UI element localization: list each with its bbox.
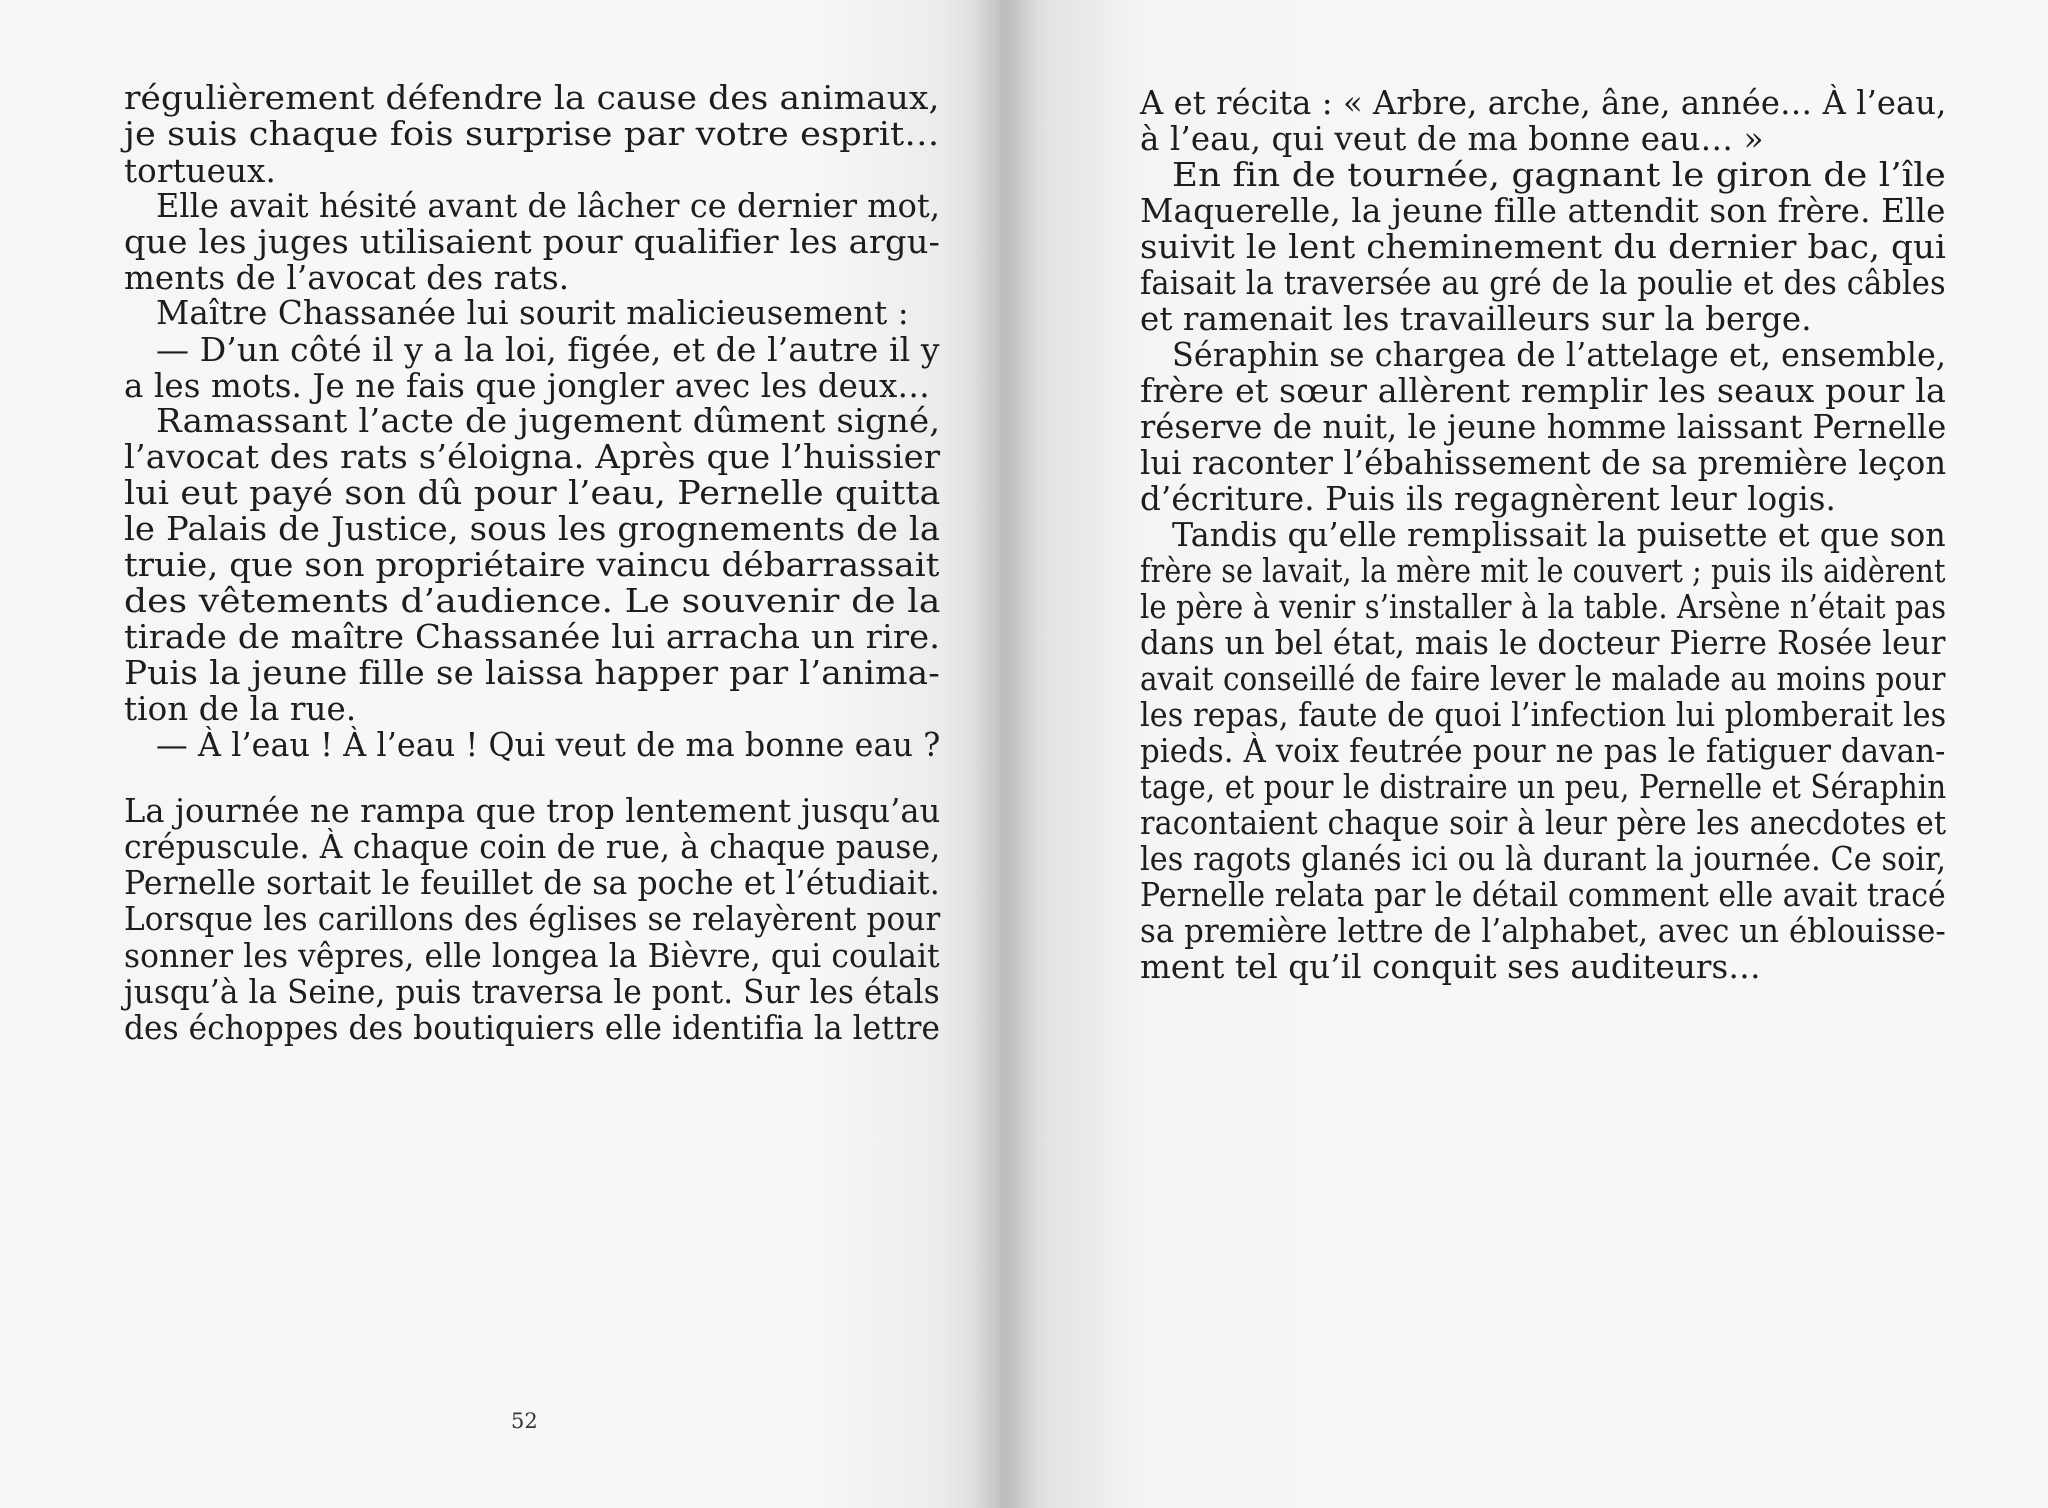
text-line: ment tel qu’il conquit ses auditeurs… bbox=[1140, 948, 1761, 986]
page-number: 52 bbox=[511, 1409, 538, 1433]
text-line: Pernelle relata par le détail comment elle avait tracé bbox=[1140, 876, 1946, 914]
text-line: le père à venir s’installer à la table. Arsène n’était pas bbox=[1140, 588, 1947, 626]
text-line: faisait la traversée au gré de la poulie et des câbles bbox=[1140, 264, 1946, 302]
text-line: l’avocat des rats s’éloigna. Après que l’huissier bbox=[124, 438, 941, 476]
text-line: truie, que son propriétaire vaincu débarrassait bbox=[124, 546, 940, 584]
text-line: Puis la jeune fille se laissa happer par l’anima- bbox=[124, 654, 940, 692]
text-line: — D’un côté il y a la loi, figée, et de l’autre il y bbox=[156, 331, 940, 369]
text-line: les repas, faute de quoi l’infection lui plomberait les bbox=[1140, 696, 1947, 734]
text-line: Maquerelle, la jeune fille attendit son frère. Elle bbox=[1140, 192, 1946, 230]
text-line: je suis chaque fois surprise par votre esprit… bbox=[124, 115, 940, 153]
text-line: frère se lavait, la mère mit le couvert ; puis ils aidèrent bbox=[1140, 552, 1946, 590]
text-line: Maître Chassanée lui sourit malicieusement : bbox=[156, 294, 909, 332]
text-line: réserve de nuit, le jeune homme laissant Pernelle bbox=[1140, 408, 1947, 446]
text-line: que les juges utilisaient pour qualifier les argu- bbox=[124, 223, 940, 261]
text-line: d’écriture. Puis ils regagnèrent leur logis. bbox=[1140, 480, 1836, 518]
text-line: tage, et pour le distraire un peu, Pernelle et Séraphin bbox=[1140, 768, 1947, 806]
text-line: jusqu’à la Seine, puis traversa le pont. Sur les étals bbox=[124, 973, 940, 1011]
text-line: pieds. À voix feutrée pour ne pas le fatiguer davan- bbox=[1140, 732, 1946, 770]
text-line: Elle avait hésité avant de lâcher ce dernier mot, bbox=[156, 187, 941, 225]
text-line: suivit le lent cheminement du dernier bac, qui bbox=[1140, 228, 1947, 266]
text-line: En fin de tournée, gagnant le giron de l’île bbox=[1172, 156, 1946, 194]
text-line: le Palais de Justice, sous les grognements de la bbox=[124, 510, 941, 548]
text-line: avait conseillé de faire lever le malade au moins pour bbox=[1140, 660, 1946, 698]
text-line: lui eut payé son dû pour l’eau, Pernelle quitta bbox=[124, 474, 941, 512]
text-line: Lorsque les carillons des églises se relayèrent pour bbox=[124, 900, 941, 938]
text-line: tortueux. bbox=[124, 152, 276, 190]
text-line: racontaient chaque soir à leur père les anecdotes et bbox=[1140, 804, 1947, 842]
text-line: Tandis qu’elle remplissait la puisette et que son bbox=[1172, 516, 1946, 554]
text-line: sonner les vêpres, elle longea la Bièvre, qui coulait bbox=[124, 937, 940, 975]
text-line: ments de l’avocat des rats. bbox=[124, 259, 570, 297]
text-line: les ragots glanés ici ou là durant la journée. Ce soir, bbox=[1140, 840, 1947, 878]
text-line: à l’eau, qui veut de ma bonne eau… » bbox=[1140, 120, 1764, 158]
text-line: frère et sœur allèrent remplir les seaux pour la bbox=[1140, 372, 1946, 410]
text-line: tirade de maître Chassanée lui arracha un rire. bbox=[124, 618, 941, 656]
text-line: des vêtements d’audience. Le souvenir de la bbox=[124, 582, 941, 620]
text-line: et ramenait les travailleurs sur la berge. bbox=[1140, 300, 1812, 338]
text-line: lui raconter l’ébahissement de sa première leçon bbox=[1140, 444, 1947, 482]
book-gutter bbox=[970, 0, 1040, 1508]
left-page bbox=[0, 0, 1000, 1508]
text-line: Pernelle sortait le feuillet de sa poche et l’étudiait. bbox=[124, 864, 940, 902]
text-line: régulièrement défendre la cause des animaux, bbox=[124, 79, 940, 117]
text-line: La journée ne rampa que trop lentement jusqu’au bbox=[124, 792, 941, 830]
text-line: A et récita : « Arbre, arche, âne, année… À l’eau, bbox=[1140, 84, 1947, 122]
text-line: a les mots. Je ne fais que jongler avec les deux… bbox=[124, 367, 931, 405]
text-line: des échoppes des boutiquiers elle identifia la lettre bbox=[124, 1009, 941, 1047]
text-line: crépuscule. À chaque coin de rue, à chaque pause, bbox=[124, 828, 941, 866]
text-line: sa première lettre de l’alphabet, avec un éblouisse- bbox=[1140, 912, 1946, 950]
right-page bbox=[1000, 0, 2048, 1508]
text-line: dans un bel état, mais le docteur Pierre Rosée leur bbox=[1140, 624, 1946, 662]
text-line: — À l’eau ! À l’eau ! Qui veut de ma bonne eau ? bbox=[156, 726, 941, 764]
text-line: Ramassant l’acte de jugement dûment signé, bbox=[156, 402, 941, 440]
text-line: Séraphin se chargea de l’attelage et, ensemble, bbox=[1172, 336, 1947, 374]
text-line: tion de la rue. bbox=[124, 690, 357, 728]
